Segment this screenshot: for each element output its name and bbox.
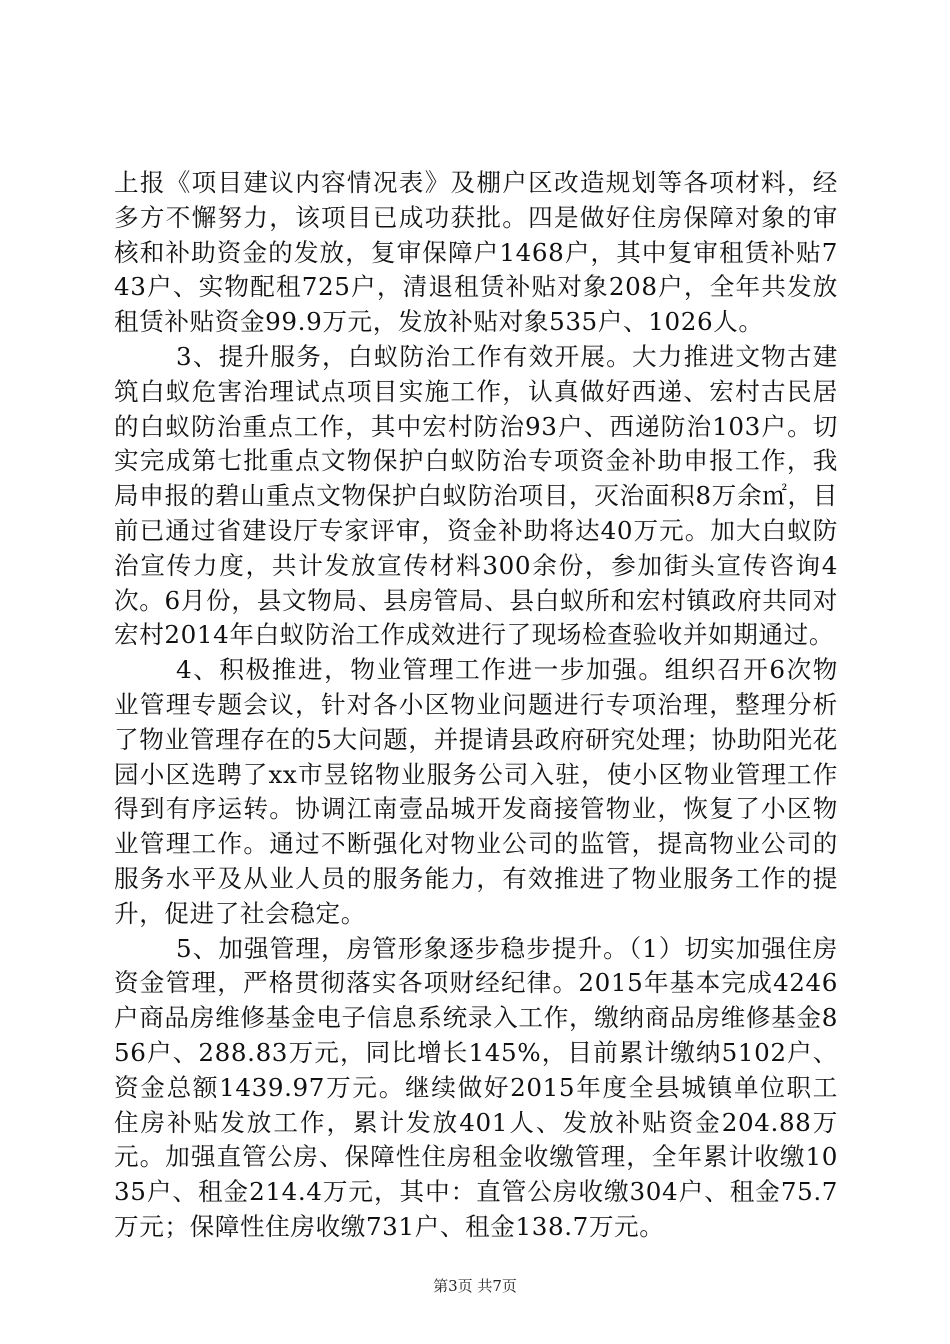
paragraph-3: 4、积极推进，物业管理工作进一步加强。组织召开6次物业管理专题会议，针对各小区物业问题进行专项治理，整理分析了物业管理存在的5大问题，并提请县政府研究处理；协助阳光花园小区选聘了xx市昱铭物业服务公司入驻，使小区物业管理工作得到有序运转。协调江南壹品城开发商接管物业，恢复了小区物业管理工作。通过不断强化对物业公司的监管，提高物业公司的服务水平及从业人员的服务能力，有效推进了物业服务工作的提升，促进了社会稳定。 (114, 655, 838, 928)
paragraph-4: 5、加强管理，房管形象逐步稳步提升。（1）切实加强住房资金管理，严格贯彻落实各项财经纪律。2015年基本完成4246户商品房维修基金电子信息系统录入工作，缴纳商品房维修基金856户、288.83万元，同比增长145%，目前累计缴纳5102户、资金总额1439.97万元。继续做好2015年度全县城镇单位职工住房补贴发放工作，累计发放401人、发放补贴资金204.88万元。加强直管公房、保障性住房租金收缴管理，全年累计收缴1035户、租金214.4万元，其中：直管公房收缴304户、租金75.7万元；保障性住房收缴731户、租金138.7万元。 (114, 933, 838, 1241)
document-body (114, 166, 838, 1245)
page-footer (0, 1276, 950, 1296)
page-number-label: 第3页 共7页 (433, 1277, 517, 1295)
paragraph-1: 上报《项目建议内容情况表》及棚户区改造规划等各项材料，经多方不懈努力，该项目已成功获批。四是做好住房保障对象的审核和补助资金的发放，复审保障户1468户，其中复审租赁补贴743户、实物配租725户，清退租赁补贴对象208户，全年共发放租赁补贴资金99.9万元，发放补贴对象535户、1026人。 (114, 168, 838, 337)
paragraph-2: 3、提升服务，白蚁防治工作有效开展。大力推进文物古建筑白蚁危害治理试点项目实施工作，认真做好西递、宏村古民居的白蚁防治重点工作，其中宏村防治93户、西递防治103户。切实完成第七批重点文物保护白蚁防治专项资金补助申报工作，我局申报的碧山重点文物保护白蚁防治项目，灭治面积8万余㎡，目前已通过省建设厅专家评审，资金补助将达40万元。加大白蚁防治宣传力度，共计发放宣传材料300余份，参加街头宣传咨询4次。6月份，县文物局、县房管局、县白蚁所和宏村镇政府共同对宏村2014年白蚁防治工作成效进行了现场检查验收并如期通过。 (114, 341, 838, 650)
